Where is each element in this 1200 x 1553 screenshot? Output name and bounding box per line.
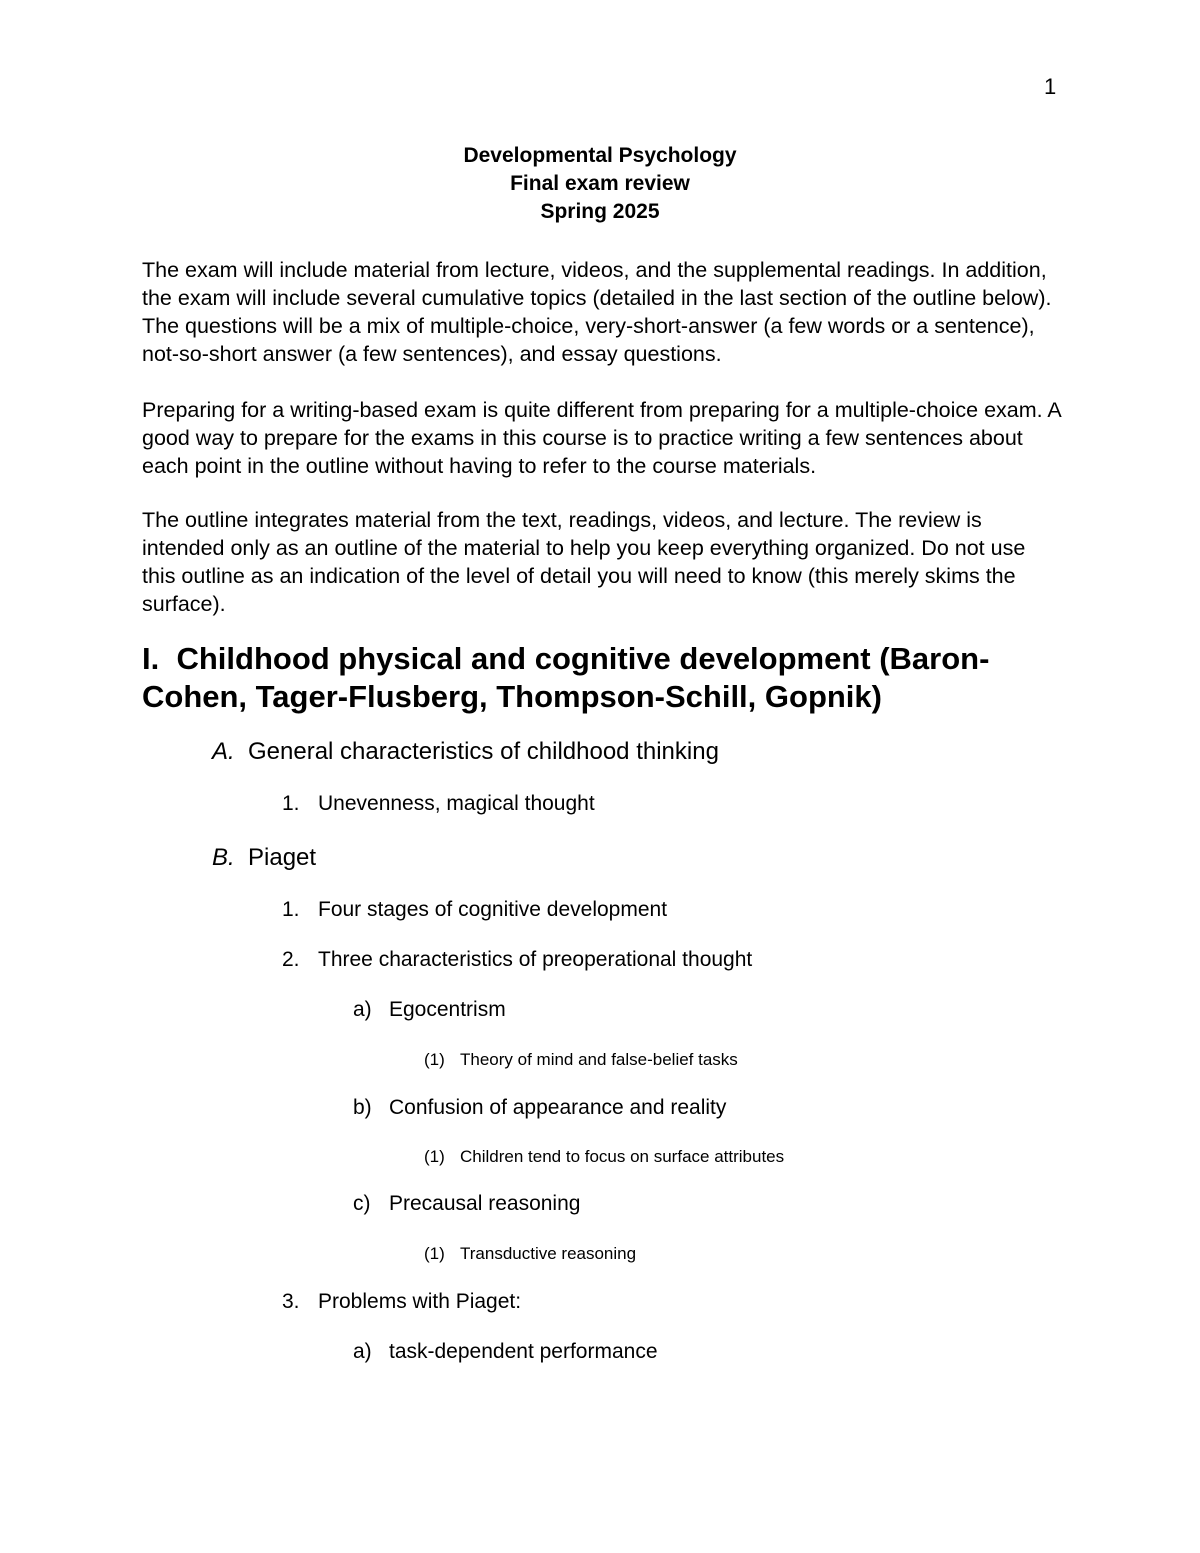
outline-text: Three characteristics of preoperational thought — [318, 948, 753, 971]
outline-item-B2 — [282, 948, 752, 972]
outline-marker: 3. — [282, 1290, 300, 1313]
outline-text: task-dependent performance — [389, 1340, 658, 1363]
outline-text: Transductive reasoning — [460, 1244, 637, 1263]
outline-marker: (1) — [424, 1147, 445, 1166]
section-title: Childhood physical and cognitive development (Baron-Cohen, Tager-Flusberg, Thompson-Schill, Gopnik) — [142, 641, 990, 714]
outline-item-B2a1 — [424, 1050, 738, 1070]
course-title: Developmental Psychology — [463, 144, 737, 167]
intro-paragraph-outline-purpose: The outline integrates material from the text, readings, videos, and lecture. The review is intended only as an outline of the material to help you keep everything organized. Do not use this outline as an indication of the level of detail you will need to know (this merely skims the surface). — [142, 508, 1026, 616]
section-heading — [142, 640, 1062, 716]
outline-item-B2c1 — [424, 1244, 636, 1264]
outline-marker: b) — [353, 1096, 372, 1119]
page-number: 1 — [1044, 74, 1057, 99]
outline-marker: a) — [353, 1340, 372, 1363]
outline-text: Piaget — [248, 844, 317, 871]
outline-item-B3 — [282, 1290, 521, 1314]
outline-marker: B. — [212, 844, 235, 871]
outline-item-A — [212, 738, 719, 766]
outline-text: General characteristics of childhood thinking — [248, 738, 719, 765]
outline-item-B2b1 — [424, 1147, 784, 1167]
outline-marker: (1) — [424, 1050, 445, 1069]
outline-marker: c) — [353, 1192, 371, 1215]
outline-item-B2c — [353, 1192, 580, 1216]
document-subtitle: Final exam review — [510, 172, 690, 195]
outline-marker: (1) — [424, 1244, 445, 1263]
document-title — [0, 142, 1200, 226]
outline-text: Confusion of appearance and reality — [389, 1096, 727, 1119]
outline-marker: 2. — [282, 948, 300, 971]
intro-paragraph-exam-content: The exam will include material from lecture, videos, and the supplemental readings. In addition, the exam will include several cumulative topics (detailed in the last section of the outline below). The questions will be a mix of multiple-choice, very-short-answer (a few words or a sentence), not-so-short answer (a few sentences), and essay questions. — [142, 258, 1052, 366]
outline-text: Precausal reasoning — [389, 1192, 581, 1215]
section-marker: I. — [142, 641, 160, 676]
outline-text: Problems with Piaget: — [318, 1290, 522, 1313]
outline-item-B1 — [282, 898, 667, 922]
outline-item-A1 — [282, 792, 595, 816]
outline-marker: 1. — [282, 792, 300, 815]
outline-marker: 1. — [282, 898, 300, 921]
intro-paragraph-preparation: Preparing for a writing-based exam is quite different from preparing for a multiple-choice exam. A good way to prepare for the exams in this course is to practice writing a few sentences about each point in the outline without having to refer to the course materials. — [142, 398, 1061, 478]
outline-item-B2b — [353, 1096, 726, 1120]
term-label: Spring 2025 — [540, 200, 660, 223]
outline-text: Theory of mind and false-belief tasks — [460, 1050, 738, 1069]
outline-text: Children tend to focus on surface attributes — [460, 1147, 785, 1166]
outline-item-B2a — [353, 998, 506, 1022]
outline-item-B3a — [353, 1340, 658, 1364]
outline-item-B — [212, 844, 316, 872]
outline-marker: a) — [353, 998, 372, 1021]
outline-marker: A. — [212, 738, 235, 765]
outline-text: Four stages of cognitive development — [318, 898, 668, 921]
outline-text: Egocentrism — [389, 998, 506, 1021]
outline-text: Unevenness, magical thought — [318, 792, 595, 815]
